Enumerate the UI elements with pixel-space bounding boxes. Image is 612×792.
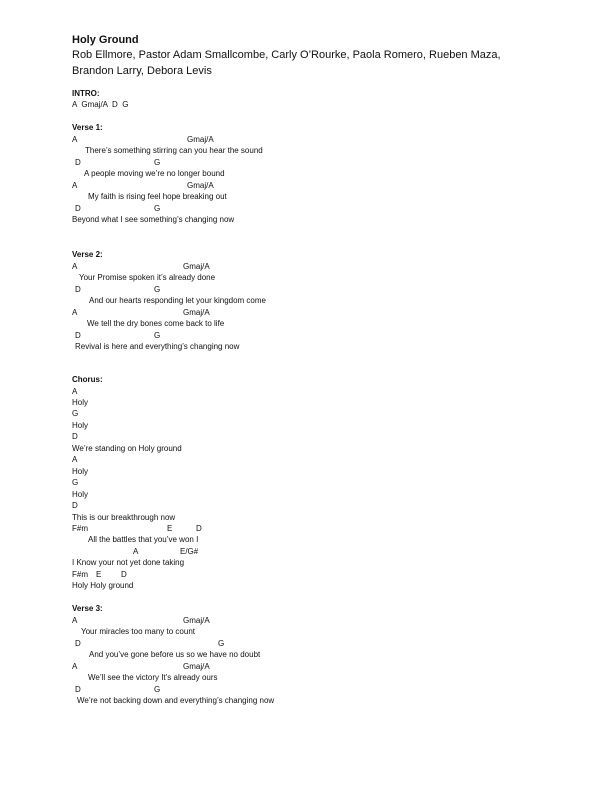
chord: Gmaj/A <box>183 616 210 625</box>
lyric-line: Holy <box>72 421 89 430</box>
chord: D <box>75 204 81 213</box>
chord: D <box>75 285 81 294</box>
chord: F#m <box>72 570 88 579</box>
authors-line-1: Rob Ellmore, Pastor Adam Smallcombe, Carly O’Rourke, Paola Romero, Rueben Maza, <box>72 49 501 61</box>
lyric-line: There’s something stirring can you hear the sound <box>85 146 263 155</box>
chord: A <box>72 662 78 671</box>
chord: G <box>154 331 161 340</box>
chord: F#m <box>72 524 88 533</box>
verse1-label: Verse 1: <box>72 123 103 132</box>
chord: A <box>72 616 78 625</box>
lyric-line: Revival is here and everything’s changing now <box>75 342 240 351</box>
chord: Gmaj/A <box>183 262 210 271</box>
chord: A <box>72 308 78 317</box>
chord: D <box>196 524 202 533</box>
chord: A <box>72 262 78 271</box>
lyric-line: A people moving we’re no longer bound <box>84 169 225 178</box>
lyric-line: Beyond what I see something’s changing now <box>72 215 235 224</box>
chord: E <box>96 570 102 579</box>
chord: Gmaj/A <box>187 135 214 144</box>
chord: E <box>167 524 173 533</box>
lyric-line: We’ll see the victory It’s already ours <box>88 673 218 682</box>
chord: Gmaj/A <box>183 662 210 671</box>
chord: G <box>154 285 161 294</box>
chord: G <box>218 639 225 648</box>
chord: D <box>75 331 81 340</box>
verse3-label: Verse 3: <box>72 604 103 613</box>
lyric-line: I Know your not yet done taking <box>72 558 185 567</box>
authors-line-2: Brandon Larry, Debora Levis <box>72 65 212 77</box>
chord: G <box>154 158 161 167</box>
chord: Gmaj/A <box>187 181 214 190</box>
lyric-line: Holy <box>72 398 89 407</box>
lyric-line: And our hearts responding let your kingdom come <box>89 296 266 305</box>
chord: A <box>72 455 78 464</box>
chord: D <box>72 501 78 510</box>
intro-chords: A Gmaj/A D G <box>72 100 129 109</box>
verse2-label: Verse 2: <box>72 250 103 259</box>
chord: D <box>75 639 81 648</box>
chord: G <box>154 204 161 213</box>
chord: D <box>121 570 127 579</box>
chord: G <box>72 478 79 487</box>
chord: G <box>72 409 79 418</box>
lyric-line: And you’ve gone before us so we have no doubt <box>89 650 261 659</box>
chord: E/G# <box>180 547 199 556</box>
lyric-line: We’re standing on Holy ground <box>72 444 182 453</box>
lyric-line: We’re not backing down and everything’s changing now <box>77 696 275 705</box>
chord: A <box>72 181 78 190</box>
lyric-line: We tell the dry bones come back to life <box>87 319 225 328</box>
lyric-line: All the battles that you’ve won I <box>88 535 199 544</box>
lyric-line: This is our breakthrough now <box>72 513 176 522</box>
lyric-line: My faith is rising feel hope breaking out <box>88 192 227 201</box>
lyric-line: Holy Holy ground <box>72 581 134 590</box>
lyric-line: Holy <box>72 467 89 476</box>
chord: A <box>72 135 78 144</box>
chord: A <box>133 547 139 556</box>
chord: G <box>154 685 161 694</box>
chord: D <box>75 158 81 167</box>
chord: D <box>75 685 81 694</box>
chord: D <box>72 432 78 441</box>
lyric-line: Holy <box>72 490 89 499</box>
lyric-line: Your miracles too many to count <box>81 627 195 636</box>
intro-label: INTRO: <box>72 89 100 98</box>
chorus-label: Chorus: <box>72 375 103 384</box>
chord: Gmaj/A <box>183 308 210 317</box>
song-title: Holy Ground <box>72 34 139 46</box>
chord: A <box>72 387 78 396</box>
lyric-line: Your Promise spoken it’s already done <box>79 273 216 282</box>
